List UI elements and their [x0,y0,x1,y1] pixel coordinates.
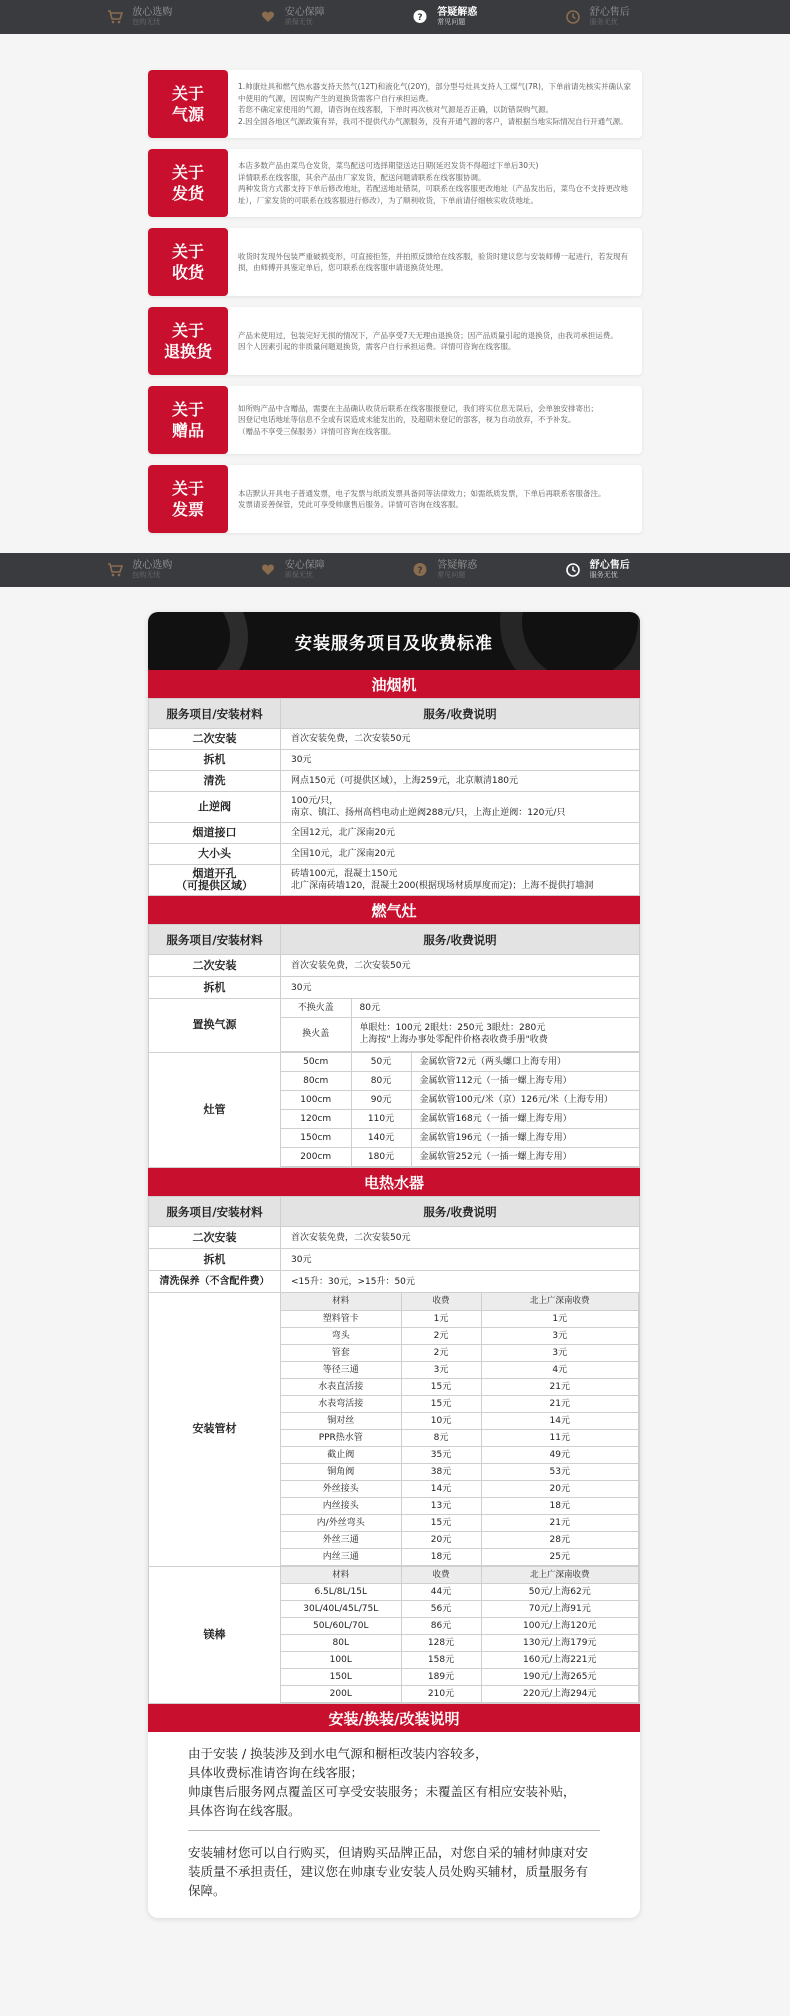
col-desc-header: 服务/收费说明 [281,1197,640,1227]
notice-tag: 关于 退换货 [148,307,228,375]
card-title: 安装服务项目及收费标准 [295,633,493,654]
pipe-material-cell: 21元 [481,1395,639,1412]
nav-tab-sublabel: 服务无忧 [589,18,618,26]
heater-install-desc: 首次安装免费，二次安装50元 [281,1227,640,1249]
stove-install-item: 二次安装 [149,955,281,977]
notice-card [148,307,642,375]
anode-rod-cell: 100L [281,1652,401,1669]
section-heater-title: 电热水器 [148,1168,640,1196]
notice-line: 如所购产品中含赠品，需要在主品确认收货后联系在线客服报登记，我们将实位息无误后，会单独安排寄出； [238,403,598,413]
service-fee-card [148,612,640,1918]
notice-line: 详情联系在线客服，其余产品由厂家发货，配送问题请联系在线客服协调。 [238,172,486,182]
anode-rod-cell: 210元 [401,1686,481,1703]
stove-pipe-cell [281,1052,640,1168]
nav-tab-4[interactable] [564,560,684,580]
clock-icon [564,561,582,579]
pipe-material-cell: 1元 [481,1310,639,1327]
nav-tab-sublabel: 包购无忧 [132,571,161,579]
pipe-material-cell: 21元 [481,1514,639,1531]
stove-remove-item: 拆机 [149,977,281,999]
pipe-material-cell: 14元 [401,1480,481,1497]
notice-line: 若您不确定家使用的气源，请咨询在线客服，下单时再次核对气源是否正确，以防错误购气源。 [238,105,553,114]
pipe-material-cell: 3元 [401,1361,481,1378]
anode-rod-cell: 190元/上海265元 [481,1669,639,1686]
nav-tab-label: 放心选购 [132,7,173,18]
nav-tab-label: 安心保障 [284,7,325,18]
pipe-material-cell: 2元 [401,1344,481,1361]
notice-body [228,465,642,533]
stove-gas-table [281,999,639,1052]
anode-rod-cell: 30L/40L/45L/75L [281,1601,401,1618]
anode-rod-cell: 128元 [401,1635,481,1652]
pipe-material-cell: 49元 [481,1446,639,1463]
pipe-material-cell: 管套 [281,1344,401,1361]
notice-body [228,307,642,375]
pipe-material-cell: 水表弯活接 [281,1395,401,1412]
pipe-note: 金属软管72元（两头螺口上海专用） [411,1053,639,1072]
question-bubble-icon [411,8,429,26]
notice-line: 因登记电话地址等信息不全或有误造成未能发出的，及超期未登记的部客，视为自动放弃，不予补发。 [238,415,576,425]
svg-text:?: ? [417,566,423,576]
nav-tab-label: 舒心售后 [589,560,630,571]
pipe-material-cell: 塑料管卡 [281,1310,401,1327]
pipe-material-cell: 18元 [481,1497,639,1514]
anode-rod-cell: 50元/上海62元 [481,1584,639,1601]
notice-tag: 关于 发货 [148,149,228,217]
heart-hand-icon [259,8,277,26]
pipe-material-cell: 13元 [401,1497,481,1514]
pipe-material-cell: 14元 [481,1412,639,1429]
pipe-note: 金属软管196元（一插一螺上海专用） [411,1129,639,1148]
anode-rod-cell: 200L [281,1686,401,1703]
stove-gas-item: 置换气源 [149,999,281,1053]
pipe-note: 金属软管112元（一插一螺上海专用） [411,1072,639,1091]
pipe-material-cell: 21元 [481,1378,639,1395]
nav-tab-sublabel: 服务无忧 [589,571,618,579]
section-stove-title: 燃气灶 [148,896,640,924]
notice-card [148,386,642,454]
hood-table [148,698,640,896]
stove-pipe-table [281,1053,639,1168]
pipe-material-cell: 35元 [401,1446,481,1463]
notice-list [0,34,790,533]
notice-line: （赠品不享受三保服务）详情可咨询在线客服。 [238,426,396,436]
pipe-material-cell: 53元 [481,1463,639,1480]
notice-card [148,228,642,296]
hood-row-item: 烟道接口 [149,823,281,844]
sub-col-header: 北上广深南收费 [481,1567,639,1584]
pipe-price: 110元 [351,1110,411,1129]
heater-table [148,1196,640,1704]
nav-tab-4[interactable] [564,7,684,27]
notice-line: 本店多数产品由菜鸟仓发货，菜鸟配送可选择期望送达日期(延迟发货不得超过下单后30天) [238,161,539,170]
heater-install-item: 二次安装 [149,1227,281,1249]
pipe-length: 150cm [281,1129,351,1148]
pipe-material-cell: 等径三通 [281,1361,401,1378]
gas-option-price: 80元 [351,999,639,1017]
hood-row-item: 二次安装 [149,729,281,750]
pipe-price: 50元 [351,1053,411,1072]
pipe-length: 200cm [281,1148,351,1167]
pipe-material-cell: 4元 [481,1361,639,1378]
stove-table [148,924,640,1168]
footer-note-2: 安装辅材您可以自行购买，但请购买品牌正品，对您自采的辅材帅康对安装质量不承担责任，建议您在帅康专业安装人员处购买辅材，质量服务有保障。 [188,1845,589,1898]
pipe-material-cell: 截止阀 [281,1446,401,1463]
col-desc-header: 服务/收费说明 [281,925,640,955]
anode-rod-cell: 86元 [401,1618,481,1635]
top-nav-bar [0,0,790,34]
notice-tag: 关于 发票 [148,465,228,533]
heater-rod-cell [281,1566,640,1704]
nav-tab-sublabel: 常见问题 [437,18,466,26]
hood-row-item: 拆机 [149,750,281,771]
anode-rod-cell: 44元 [401,1584,481,1601]
notice-line: 2.因全国各地区气源政策有异，我司不提供代办气源服务，没有开通气源的客户，请根据当地实际情况自行开通气源。 [238,116,628,126]
pipe-material-cell: 28元 [481,1531,639,1548]
notice-line: 收货时发现外包装严重破损变形，可直接拒签，并拍照反馈给在线客服，验货时建议您与安装师傅一起进行，若发现有损，由师傅开具鉴定单后，您可联系在线客服申请退换货处理。 [238,251,628,272]
hood-row-desc: 全国12元，北广深南20元 [281,823,640,844]
sub-col-header: 收费 [401,1567,481,1584]
anode-rod-cell: 130元/上海179元 [481,1635,639,1652]
notice-line: 两种发货方式都支持下单后修改地址，若配送地址错误，可联系在线客服更改地址（产品发出后，菜鸟仓不支持更改地址），厂家发货的可联系在线客服进行修改），为了顺利收货，下单前请仔细核实收货地址。 [238,184,628,205]
pipe-price: 90元 [351,1091,411,1110]
col-desc-header: 服务/收费说明 [281,699,640,729]
stove-gas-cell [281,999,640,1053]
notice-tag: 关于 气源 [148,70,228,138]
notice-line: 本店默认开具电子普通发票，电子发票与纸质发票具备同等法律效力；如需纸质发票，下单后再联系客服备注。 [238,488,606,498]
notice-line: 产品未使用过，包装完好无损的情况下，产品享受7天无理由退换货；因产品质量引起的退换货，由我司承担运费。 [238,330,618,340]
nav-tab-sublabel: 质保无忧 [284,18,313,26]
pipe-material-cell: 铜对丝 [281,1412,401,1429]
notice-tag: 关于 收货 [148,228,228,296]
pipe-length: 80cm [281,1072,351,1091]
col-item-header: 服务项目/安装材料 [149,1197,281,1227]
nav-tab-sublabel: 包购无忧 [132,18,161,26]
stove-install-desc: 首次安装免费，二次安装50元 [281,955,640,977]
nav-tab-2[interactable] [259,7,379,27]
heater-pipe-item: 安装管材 [149,1293,281,1567]
pipe-material-cell: 2元 [401,1327,481,1344]
hood-row-desc: 首次安装免费，二次安装50元 [281,729,640,750]
gas-option-price: 单眼灶：100元 2眼灶：250元 3眼灶：280元 上海按"上海办事处零配件价格表收费手册"收费 [351,1017,639,1051]
notice-body [228,149,642,217]
nav-tab-label: 答疑解惑 [437,7,478,18]
pipe-material-cell: 18元 [401,1548,481,1565]
decor-arc [500,612,640,670]
pipe-material-cell: 8元 [401,1429,481,1446]
pipe-material-cell: 20元 [481,1480,639,1497]
heart-hand-icon [259,561,277,579]
anode-rod-cell: 70元/上海91元 [481,1601,639,1618]
pipe-note: 金属软管252元（一插一螺上海专用） [411,1148,639,1167]
heater-clean-item: 清洗保养（不含配件费） [149,1271,281,1293]
nav-tab-label: 放心选购 [132,560,173,571]
pipe-material-cell: 38元 [401,1463,481,1480]
pipe-length: 100cm [281,1091,351,1110]
gas-option-label: 不换火盖 [281,999,351,1017]
pipe-material-cell: 水表直活接 [281,1378,401,1395]
pipe-price: 80元 [351,1072,411,1091]
pipe-material-cell: 3元 [481,1344,639,1361]
anode-rod-cell: 158元 [401,1652,481,1669]
pipe-note: 金属软管100元/米（京）126元/米（上海专用） [411,1091,639,1110]
sub-col-header: 材料 [281,1293,401,1310]
notice-body [228,386,642,454]
card-header [148,612,640,670]
section-hood-title: 油烟机 [148,670,640,698]
heater-remove-desc: 30元 [281,1249,640,1271]
hood-row-item: 止逆阀 [149,792,281,823]
notice-card [148,70,642,138]
nav-tab-1[interactable] [106,560,226,580]
bottom-nav-bar [0,553,790,587]
section-footer-title: 安装/换装/改装说明 [148,1704,640,1732]
notice-body [228,228,642,296]
notice-line: 1.帅康灶具和燃气热水器支持天然气(12T)和液化气(20Y)，部分型号灶具支持人工煤气(7R)，下单前请先核实并确认家中使用的气源，因误购产生的退换货需客户自行承担运费。 [238,82,631,103]
anode-rod-cell: 189元 [401,1669,481,1686]
question-bubble-icon [411,561,429,579]
hood-row-desc: 砖墙100元，混凝土150元 北广深南砖墙120，混凝土200(根据现场材质厚度而定)；上海不提供打墙洞 [281,865,640,896]
nav-tab-3[interactable] [411,560,531,580]
hood-row-desc: 网点150元（可提供区域），上海259元，北京顺清180元 [281,771,640,792]
pipe-material-cell: 弯头 [281,1327,401,1344]
col-item-header: 服务项目/安装材料 [149,925,281,955]
hood-row-desc: 30元 [281,750,640,771]
heater-clean-desc: <15升：30元，>15升：50元 [281,1271,640,1293]
anode-rod-cell: 150L [281,1669,401,1686]
stove-remove-desc: 30元 [281,977,640,999]
svg-text:?: ? [417,13,423,23]
pipe-material-cell: 内丝接头 [281,1497,401,1514]
hood-row-desc: 100元/只， 南京、镇江、扬州高档电动止逆阀288元/只，上海止逆阀：120元/只 [281,792,640,823]
anode-rod-cell: 50L/60L/70L [281,1618,401,1635]
anode-rod-cell: 6.5L/8L/15L [281,1584,401,1601]
heater-rod-table [281,1567,639,1704]
footer-note-1: 由于安装 / 换装涉及到水电气源和橱柜改装内容较多， 具体收费标准请咨询在线客服； 帅康售后服务网点覆盖区可享受安装服务；未覆盖区有相应安装补贴， 具体咨询在线客服。 [188,1746,576,1818]
nav-tab-3[interactable] [411,7,531,27]
pipe-note: 金属软管168元（一插一螺上海专用） [411,1110,639,1129]
notice-body [228,70,642,138]
pipe-material-cell: 20元 [401,1531,481,1548]
anode-rod-cell: 100元/上海120元 [481,1618,639,1635]
nav-tab-1[interactable] [106,7,226,27]
pipe-material-cell: 铜角阀 [281,1463,401,1480]
pipe-length: 120cm [281,1110,351,1129]
hood-row-item: 烟道开孔 （可提供区域） [149,865,281,896]
decor-arc [148,612,248,670]
pipe-material-cell: 15元 [401,1514,481,1531]
notice-card [148,465,642,533]
nav-tab-sublabel: 常见问题 [437,571,466,579]
anode-rod-cell: 160元/上海221元 [481,1652,639,1669]
pipe-material-cell: 3元 [481,1327,639,1344]
pipe-material-cell: 外丝三通 [281,1531,401,1548]
clock-icon [564,8,582,26]
nav-tab-sublabel: 质保无忧 [284,571,313,579]
nav-tab-label: 安心保障 [284,560,325,571]
pipe-material-cell: 15元 [401,1378,481,1395]
pipe-material-cell: PPR热水管 [281,1429,401,1446]
anode-rod-cell: 56元 [401,1601,481,1618]
pipe-price: 180元 [351,1148,411,1167]
pipe-material-cell: 内丝三通 [281,1548,401,1565]
nav-tab-label: 答疑解惑 [437,560,478,571]
nav-tab-label: 舒心售后 [589,7,630,18]
pipe-material-cell: 外丝接头 [281,1480,401,1497]
pipe-material-cell: 内/外丝弯头 [281,1514,401,1531]
nav-tab-2[interactable] [259,560,379,580]
stove-pipe-item: 灶管 [149,1052,281,1168]
pipe-price: 140元 [351,1129,411,1148]
gas-option-label: 换火盖 [281,1017,351,1051]
heater-pipe-cell [281,1293,640,1567]
pipe-material-cell: 10元 [401,1412,481,1429]
notice-card [148,149,642,217]
anode-rod-cell: 220元/上海294元 [481,1686,639,1703]
heater-pipe-table [281,1293,639,1566]
notice-line: 发票请妥善保管，凭此可享受帅康售后服务。详情可咨询在线客服。 [238,500,463,509]
pipe-length: 50cm [281,1053,351,1072]
notice-line: 因个人因素引起的非质量问题退换货，需客户自行承担运费。详情可咨询在线客服。 [238,342,516,351]
sub-col-header: 收费 [401,1293,481,1310]
heater-remove-item: 拆机 [149,1249,281,1271]
hood-row-item: 大小头 [149,844,281,865]
anode-rod-cell: 80L [281,1635,401,1652]
sub-col-header: 材料 [281,1567,401,1584]
pipe-material-cell: 11元 [481,1429,639,1446]
pipe-material-cell: 1元 [401,1310,481,1327]
cart-icon [106,8,124,26]
sub-col-header: 北上广深南收费 [481,1293,639,1310]
hood-row-item: 清洗 [149,771,281,792]
heater-rod-item: 镁棒 [149,1566,281,1704]
cart-icon [106,561,124,579]
pipe-material-cell: 15元 [401,1395,481,1412]
col-item-header: 服务项目/安装材料 [149,699,281,729]
pipe-material-cell: 25元 [481,1548,639,1565]
hood-row-desc: 全国10元，北广深南20元 [281,844,640,865]
notice-tag: 关于 赠品 [148,386,228,454]
